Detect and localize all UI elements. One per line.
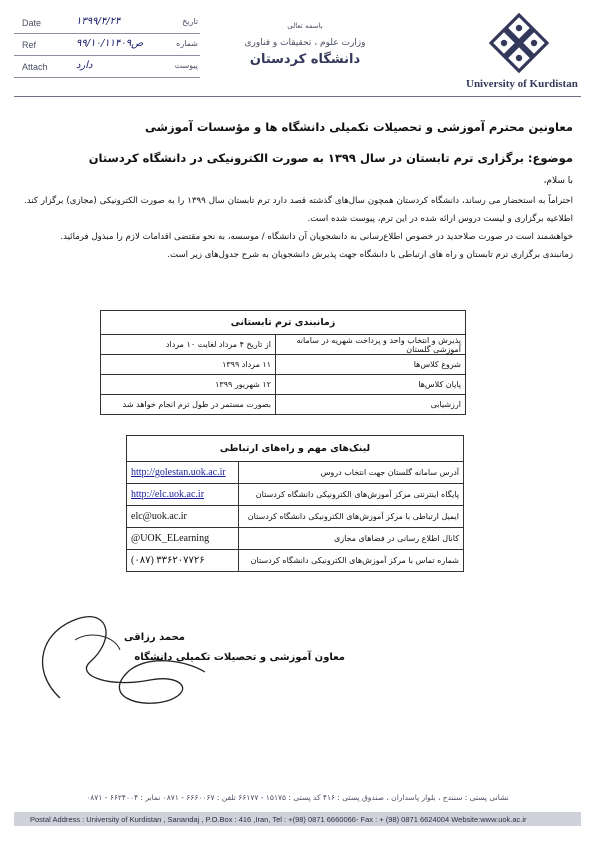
footer-address-en: Postal Address : University of Kurdistan , Sanandaj , P.O.Box : 416 ,Iran, Tel : +(98) 0871 6660066- Fax : + (98) 0871 6624004 Website:www.uok.ac.ir xyxy=(30,815,527,824)
greeting: با سلام، xyxy=(543,176,573,186)
recipient-line: معاونین محترم آموزشی و تحصیلات تکمیلی دانشگاه ها و مؤسسات آموزشی xyxy=(145,120,573,134)
table-row xyxy=(127,550,464,572)
link-item: کانال اطلاع رسانی در فضاهای مجازی xyxy=(239,528,464,550)
university-name-fa: دانشگاه کردستان xyxy=(249,52,361,67)
channel-value: @UOK_ELearning xyxy=(127,528,239,550)
university-emblem-icon xyxy=(484,12,554,74)
paragraph-1: احتراماً به استحضار می رساند، دانشگاه کردستان همچون سال‌های گذشته قصد دارد ترم تابستان سال ۱۳۹۹ را به صورت الکترونیکی (مجازی) برگزار کند. اطلاعیه برگزاری و لیست دروس ارائه شده در این ترم، پیوست شده است. xyxy=(24,196,573,224)
elc-link[interactable]: http://elc.uok.ac.ir xyxy=(131,489,205,500)
date-value: ۱۳۹۹/۴/۲۴ xyxy=(76,16,121,27)
link-item: شماره تماس با مرکز آموزش‌های الکترونیکی دانشگاه کردستان xyxy=(239,550,464,572)
ref-label-fa: شماره xyxy=(176,39,198,48)
schedule-value: ۱۱ مرداد ۱۳۹۹ xyxy=(101,355,276,375)
links-title: لینک‌های مهم و راه‌های ارتباطی xyxy=(127,436,464,462)
links-table xyxy=(126,435,464,572)
schedule-table xyxy=(100,310,466,415)
table-row xyxy=(127,528,464,550)
table-row xyxy=(127,462,464,484)
attach-row xyxy=(14,58,200,78)
table-row xyxy=(101,355,466,375)
subject-line: موضوع: برگزاری ترم تابستان در سال ۱۳۹۹ به صورت الکترونیکی در دانشگاه کردستان xyxy=(88,151,573,165)
schedule-header-row xyxy=(101,311,466,335)
schedule-title: زمانبندی ترم تابستانی xyxy=(101,311,466,335)
link-item: پایگاه اینترنتی مرکز آموزش‌های الکترونیکی دانشگاه کردستان xyxy=(239,484,464,506)
date-label-fa: تاریخ xyxy=(182,17,198,26)
university-logo xyxy=(466,12,578,90)
table-row xyxy=(101,395,466,415)
link-value xyxy=(127,484,239,506)
date-label-en: Date xyxy=(22,18,42,28)
table-row xyxy=(101,335,466,355)
university-name-en: University of Kurdistan xyxy=(466,78,578,90)
paragraph-3: زمانبندی برگزاری ترم تابستان و راه های ارتباطی با دانشگاه جهت پذیرش دانشجویان به شرح جدول‌های زیر است. xyxy=(167,250,573,260)
links-header-row xyxy=(127,436,464,462)
header-divider xyxy=(14,96,581,97)
footer-address-fa: نشانی پستی : سنندج ، بلوار پاسداران ، صندوق پستی : ۴۱۶ کد پستی : ۱۵۱۷۵ - ۶۶۱۷۷ تلفن : ۶۶۶۰۰۶۷ - ۰۸۷۱ نمابر : ۶۶۲۴۰۰۴ - ۰۸۷۱ xyxy=(86,793,509,802)
schedule-value: ۱۲ شهریور ۱۳۹۹ xyxy=(101,375,276,395)
date-row xyxy=(14,14,200,34)
bismillah: باسمه تعالی xyxy=(287,22,323,30)
schedule-item: شروع کلاس‌ها xyxy=(276,355,466,375)
schedule-value: بصورت مستمر در طول ترم انجام خواهد شد xyxy=(101,395,276,415)
schedule-value: از تاریخ ۴ مرداد لغایت ۱۰ مرداد xyxy=(101,335,276,355)
table-row xyxy=(127,484,464,506)
schedule-item: پذیرش و انتخاب واحد و پرداخت شهریه در سامانه آموزشی گلستان xyxy=(276,335,466,355)
attach-label-fa: پیوست xyxy=(174,61,198,70)
letter-body xyxy=(24,192,573,264)
ref-value: ۹۹/۱۰/۱۱۴۰۹ص xyxy=(76,38,144,49)
table-row xyxy=(127,506,464,528)
signer-title: معاون آموزشی و تحصیلات تکمیلی دانشگاه xyxy=(134,652,345,663)
ref-row xyxy=(14,36,200,56)
link-item: آدرس سامانه گلستان جهت انتخاب دروس xyxy=(239,462,464,484)
link-item: ایمیل ارتباطی با مرکز آموزش‌های الکترونیکی دانشگاه کردستان xyxy=(239,506,464,528)
email-value: elc@uok.ac.ir xyxy=(127,506,239,528)
table-row xyxy=(101,375,466,395)
attach-value: دارد xyxy=(76,60,93,71)
letterhead-center xyxy=(205,22,405,67)
link-value xyxy=(127,462,239,484)
letter-meta xyxy=(14,14,200,80)
paragraph-2: خواهشمند است در صورت صلاحدید در خصوص اطلاع‌رسانی به دانشجویان آن دانشگاه / موسسه، به نحو مقتضی اقدامات لازم را مبذول فرمائید. xyxy=(60,232,573,242)
schedule-item: ارزشیابی xyxy=(276,395,466,415)
phone-value: (۰۸۷) ۳۳۶۲۰۷۷۲۶ xyxy=(127,550,239,572)
attach-label-en: Attach xyxy=(22,62,48,72)
golestan-link[interactable]: http://golestan.uok.ac.ir xyxy=(131,467,226,478)
signer-name: محمد رزاقی xyxy=(124,632,185,643)
ref-label-en: Ref xyxy=(22,40,37,50)
schedule-item: پایان کلاس‌ها xyxy=(276,375,466,395)
ministry-name: وزارت علوم ، تحقیقات و فناوری xyxy=(244,38,366,48)
